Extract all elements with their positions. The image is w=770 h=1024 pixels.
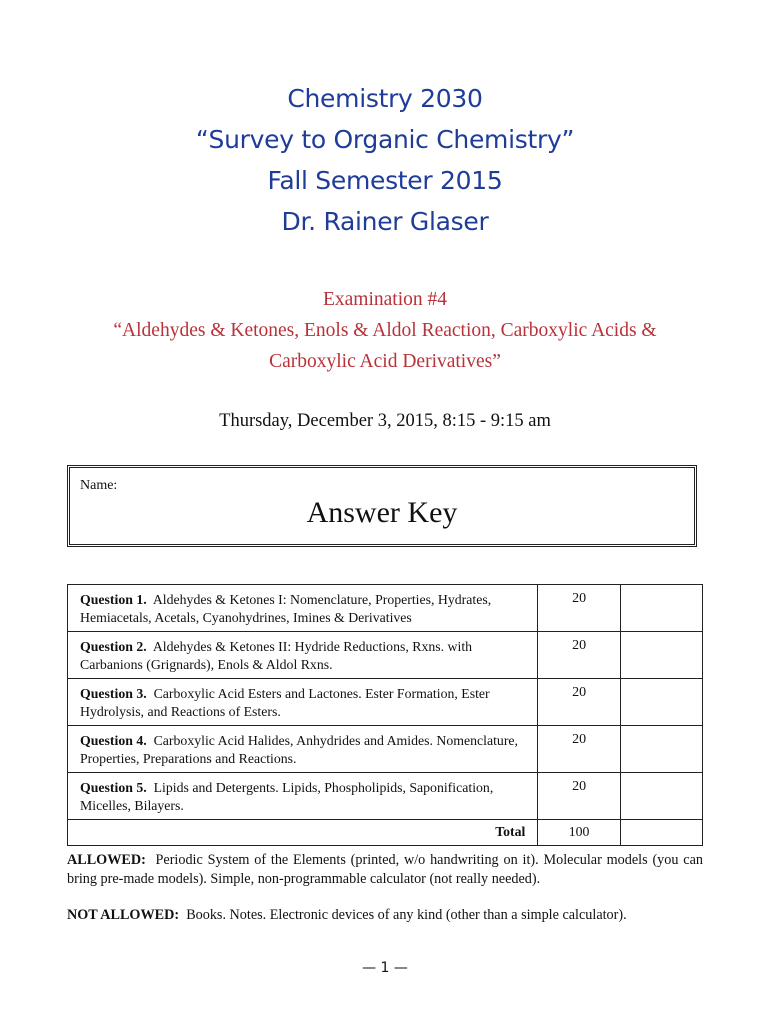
total-row <box>68 820 703 846</box>
total-score-cell <box>620 820 702 846</box>
question-cell <box>68 632 538 679</box>
question-text: Lipids and Detergents. Lipids, Phospholipids, Saponification, Micelles, Bilayers. <box>80 780 494 813</box>
question-cell <box>68 773 538 820</box>
not-allowed-label: NOT ALLOWED: <box>67 907 180 923</box>
question-cell <box>68 585 538 632</box>
allowed-note <box>67 851 703 889</box>
questions-table <box>67 584 703 846</box>
exam-number: Examination #4 <box>322 289 448 310</box>
course-title: Chemistry 2030 <box>287 84 483 113</box>
table-row <box>68 585 703 632</box>
question-text: Aldehydes & Ketones II: Hydride Reductions, Rxns. with Carbanions (Grignards), Enols & Aldol Rxns. <box>80 639 473 672</box>
page-number: — 1 — <box>362 960 408 976</box>
name-label: Name: <box>80 478 118 493</box>
semester: Fall Semester 2015 <box>267 166 503 195</box>
score-cell <box>620 726 702 773</box>
question-cell <box>68 679 538 726</box>
question-label: Question 4. <box>80 733 147 748</box>
table-row <box>68 679 703 726</box>
name-box <box>67 465 697 547</box>
not-allowed-text: Books. Notes. Electronic devices of any kind (other than a simple calculator). <box>186 907 627 923</box>
question-points: 20 <box>538 585 620 632</box>
question-label: Question 1. <box>80 592 147 607</box>
exam-topic-line-1: “Aldehydes & Ketones, Enols & Aldol Reaction, Carboxylic Acids & <box>113 320 657 341</box>
exam-date: Thursday, December 3, 2015, 8:15 - 9:15 am <box>219 411 551 431</box>
name-value: Answer Key <box>306 496 458 529</box>
table-row <box>68 632 703 679</box>
exam-title-block <box>0 284 770 377</box>
question-points: 20 <box>538 773 620 820</box>
course-title-block <box>0 78 770 242</box>
course-subtitle: “Survey to Organic Chemistry” <box>195 125 575 154</box>
question-text: Carboxylic Acid Esters and Lactones. Ester Formation, Ester Hydrolysis, and Reactions of Esters. <box>80 686 490 719</box>
score-cell <box>620 679 702 726</box>
question-label: Question 3. <box>80 686 147 701</box>
total-value: 100 <box>538 820 620 846</box>
question-points: 20 <box>538 679 620 726</box>
question-points: 20 <box>538 726 620 773</box>
question-text: Aldehydes & Ketones I: Nomenclature, Properties, Hydrates, Hemiacetals, Acetals, Cyanohydrines, Imines & Derivatives <box>80 592 492 625</box>
table-row <box>68 773 703 820</box>
question-label: Question 5. <box>80 780 147 795</box>
question-cell <box>68 726 538 773</box>
score-cell <box>620 773 702 820</box>
score-cell <box>620 585 702 632</box>
question-points: 20 <box>538 632 620 679</box>
allowed-label: ALLOWED: <box>67 852 146 868</box>
score-cell <box>620 632 702 679</box>
question-label: Question 2. <box>80 639 147 654</box>
exam-topic-line-2: Carboxylic Acid Derivatives” <box>269 351 501 372</box>
question-text: Carboxylic Acid Halides, Anhydrides and Amides. Nomenclature, Properties, Preparations and Reactions. <box>80 733 519 766</box>
allowed-text: Periodic System of the Elements (printed, w/o handwriting on it). Molecular models (you can bring pre-made models). Simple, non-programmable calculator (not really needed). <box>67 852 703 887</box>
total-label: Total <box>68 820 538 846</box>
table-row <box>68 726 703 773</box>
not-allowed-note <box>67 906 703 925</box>
instructor: Dr. Rainer Glaser <box>281 207 489 236</box>
